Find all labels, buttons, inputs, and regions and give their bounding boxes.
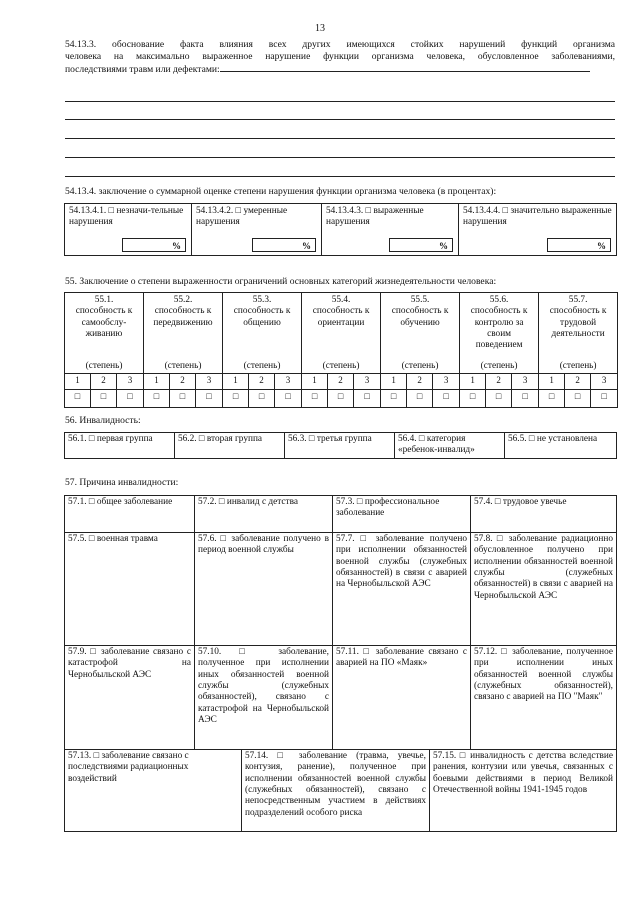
degree-checkbox[interactable]: □ [486, 390, 512, 408]
category-text: способность к общению [233, 306, 291, 328]
category-title [381, 295, 459, 329]
limitation-category-6 [460, 293, 539, 374]
justification-input-line[interactable] [65, 119, 615, 120]
degree-number: 2 [486, 374, 512, 390]
degree-number: 3 [433, 374, 460, 390]
degree-checkbox[interactable]: □ [196, 390, 223, 408]
degree-number: 1 [381, 374, 407, 390]
category-code: 55.6. [489, 295, 509, 305]
degree-checkbox[interactable]: □ [117, 390, 144, 408]
cause-chernobyl-radiation-service[interactable]: 57.8. □ заболевание радиационно обусловленное получено при исполнении обязанностей военной службы (служебных обязанностей) в связи с аварией на Чернобыльской АЭС [471, 533, 617, 646]
cause-mayak-accident[interactable]: 57.11. □ заболевание связано с аварией на ПО «Маяк» [333, 646, 471, 750]
degree-checkbox[interactable]: □ [460, 390, 486, 408]
cause-military-trauma[interactable]: 57.5. □ военная травма [65, 533, 195, 646]
impairment-option-very-severe[interactable] [459, 204, 617, 256]
limitation-category-7 [539, 293, 618, 374]
cause-ww2-childhood-injury[interactable]: 57.15. □ инвалидность с детства вследствие ранения, контузии или увечья, связанных с боевыми действиями в период Великой Отечественной войны 1941-1945 годов [430, 750, 617, 832]
disability-group-third[interactable]: 56.3. □ третья группа [285, 433, 395, 459]
cause-radiation-exposure[interactable]: 57.13. □ заболевание связано с последствиями радиационных воздействий [65, 750, 242, 832]
degree-checkbox[interactable]: □ [302, 390, 328, 408]
degree-number: 2 [328, 374, 354, 390]
degree-checkbox[interactable]: □ [512, 390, 539, 408]
cause-chernobyl-service[interactable]: 57.7. □ заболевание получено при исполнении обязанностей военной службы (служебных обязанностей) в связи с аварией на Чернобыльской АЭС [333, 533, 471, 646]
limitation-category-4 [302, 293, 381, 374]
cause-chernobyl-catastrophe[interactable]: 57.9. □ заболевание связано с катастрофой на Чернобыльской АЭС [65, 646, 195, 750]
degree-number: 3 [275, 374, 302, 390]
disability-group-table [64, 432, 617, 459]
disability-group-second[interactable]: 56.2. □ вторая группа [175, 433, 285, 459]
section-54-13-3-text [65, 39, 615, 76]
option-label: 54.13.4.2. □ умеренные нарушения [196, 206, 288, 228]
degree-checkbox[interactable]: □ [91, 390, 117, 408]
degree-checkbox[interactable]: □ [591, 390, 618, 408]
text-line: 54.13.3. обоснование факта влияния всех других имеющихся стойких нарушений функций организма [65, 39, 615, 50]
category-code: 55.7. [568, 295, 588, 305]
cause-military-service-disease[interactable]: 57.6. □ заболевание получено в период военной службы [195, 533, 333, 646]
limitations-table [64, 292, 618, 408]
degree-label: (степень) [243, 360, 281, 371]
disability-group-first[interactable]: 56.1. □ первая группа [65, 433, 175, 459]
degree-number: 2 [249, 374, 275, 390]
section-55-heading: 55. Заключение о степени выраженности ограничений основных категорий жизнедеятельности человека: [65, 276, 497, 287]
category-text: способность к трудовой деятельности [549, 306, 607, 339]
degree-label: (степень) [322, 360, 360, 371]
impairment-option-severe[interactable] [322, 204, 459, 256]
degree-checkbox[interactable]: □ [170, 390, 196, 408]
limitation-category-3 [223, 293, 302, 374]
impairment-option-minor[interactable] [65, 204, 192, 256]
limitation-category-5 [381, 293, 460, 374]
category-text: способность к самообслу-живанию [75, 306, 133, 339]
degree-label: (степень) [480, 360, 518, 371]
degree-number: 3 [354, 374, 381, 390]
category-title [65, 295, 143, 340]
degree-number: 2 [170, 374, 196, 390]
category-text: способность к ориентации [312, 306, 370, 328]
degree-checkbox[interactable]: □ [249, 390, 275, 408]
cause-special-risk-units[interactable]: 57.14. □ заболевание (травма, увечье, контузия, ранение), полученное при исполнении обязанностей военной службы (служебных обязанностей), связано с непосредственным участием в действиях подразделений особого риска [242, 750, 430, 832]
degree-number: 1 [302, 374, 328, 390]
justification-input-line[interactable] [65, 138, 615, 139]
category-text: способность к передвижению [153, 306, 213, 328]
degree-number: 1 [223, 374, 249, 390]
degree-number: 3 [196, 374, 223, 390]
degree-checkbox[interactable]: □ [144, 390, 170, 408]
category-title [302, 295, 380, 329]
degree-checkbox[interactable]: □ [381, 390, 407, 408]
option-label: 54.13.4.4. □ значительно выраженные нарушения [463, 206, 612, 228]
section-56-heading: 56. Инвалидность: [65, 415, 141, 426]
degree-number: 2 [407, 374, 433, 390]
degree-checkbox[interactable]: □ [275, 390, 302, 408]
degree-number: 2 [91, 374, 117, 390]
cause-work-injury[interactable]: 57.4. □ трудовое увечье [471, 496, 617, 533]
degree-checkbox[interactable]: □ [539, 390, 565, 408]
degree-checkbox[interactable]: □ [354, 390, 381, 408]
disability-cause-table [64, 495, 617, 750]
degree-number: 3 [117, 374, 144, 390]
limitation-category-2 [144, 293, 223, 374]
percent-input[interactable]: % [547, 238, 611, 252]
degree-checkbox[interactable]: □ [407, 390, 433, 408]
disability-cause-table-continued [64, 749, 617, 832]
category-title [223, 295, 301, 329]
degree-number: 1 [65, 374, 91, 390]
category-text: способность к обучению [391, 306, 449, 328]
degree-label: (степень) [559, 360, 597, 371]
cause-disabled-since-childhood[interactable]: 57.2. □ инвалид с детства [195, 496, 333, 533]
cause-chernobyl-other-service[interactable]: 57.10. □ заболевание, полученное при исполнении иных обязанностей военной службы (служебных обязанностей), связано с катастрофой на Чернобыльской АЭС [195, 646, 333, 750]
degree-checkbox[interactable]: □ [65, 390, 91, 408]
category-text: способность к контролю за своим поведением [470, 306, 528, 351]
degree-label: (степень) [401, 360, 439, 371]
category-code: 55.5. [410, 295, 430, 305]
degree-number: 3 [512, 374, 539, 390]
degree-checkbox[interactable]: □ [328, 390, 354, 408]
option-label: 54.13.4.3. □ выраженные нарушения [326, 206, 424, 228]
impairment-degree-table [64, 203, 617, 256]
degree-number: 1 [539, 374, 565, 390]
impairment-option-moderate[interactable] [192, 204, 322, 256]
category-code: 55.2. [173, 295, 193, 305]
degree-number: 3 [591, 374, 618, 390]
justification-input-line[interactable] [65, 157, 615, 158]
degree-checkbox[interactable]: □ [223, 390, 249, 408]
category-title [460, 295, 538, 352]
percent-input[interactable]: % [252, 238, 316, 252]
section-54-13-4-heading: 54.13.4. заключение о суммарной оценке степени нарушения функции организма человека (в процентах): [65, 186, 497, 197]
percent-input[interactable]: % [389, 238, 453, 252]
text-line-label: последствиями травм или дефектами: [65, 64, 220, 76]
justification-input-line[interactable] [220, 62, 590, 72]
disability-not-established[interactable]: 56.5. □ не установлена [505, 433, 617, 459]
category-code: 55.3. [252, 295, 272, 305]
category-title [144, 295, 222, 329]
cause-occupational-disease[interactable]: 57.3. □ профессиональное заболевание [333, 496, 471, 533]
limitation-category-1 [65, 293, 144, 374]
degree-number: 2 [565, 374, 591, 390]
category-code: 55.4. [331, 295, 351, 305]
degree-checkbox[interactable]: □ [433, 390, 460, 408]
percent-input[interactable]: % [122, 238, 186, 252]
disability-category-child[interactable]: 56.4. □ категория «ребенок-инвалид» [395, 433, 505, 459]
degree-number: 1 [460, 374, 486, 390]
degree-label: (степень) [85, 360, 123, 371]
category-title [539, 295, 617, 340]
justification-input-line[interactable] [65, 176, 615, 177]
degree-checkbox[interactable]: □ [565, 390, 591, 408]
cause-general-disease[interactable]: 57.1. □ общее заболевание [65, 496, 195, 533]
cause-mayak-service[interactable]: 57.12. □ заболевание, полученное при исполнении иных обязанностей военной службы (служебных обязанностей), связано с аварией на ПО "Маяк" [471, 646, 617, 750]
option-label: 54.13.4.1. □ незначи-тельные нарушения [69, 206, 184, 228]
section-57-heading: 57. Причина инвалидности: [65, 477, 179, 488]
degree-number: 1 [144, 374, 170, 390]
justification-input-line[interactable] [65, 101, 615, 102]
degree-label: (степень) [164, 360, 202, 371]
text-line-with-field [65, 62, 615, 76]
page-number: 13 [315, 23, 325, 34]
text-line: человека на максимально выраженное нарушение функции организма человека, обусловленное заболеваниями, [65, 50, 615, 62]
category-code: 55.1. [94, 295, 114, 305]
